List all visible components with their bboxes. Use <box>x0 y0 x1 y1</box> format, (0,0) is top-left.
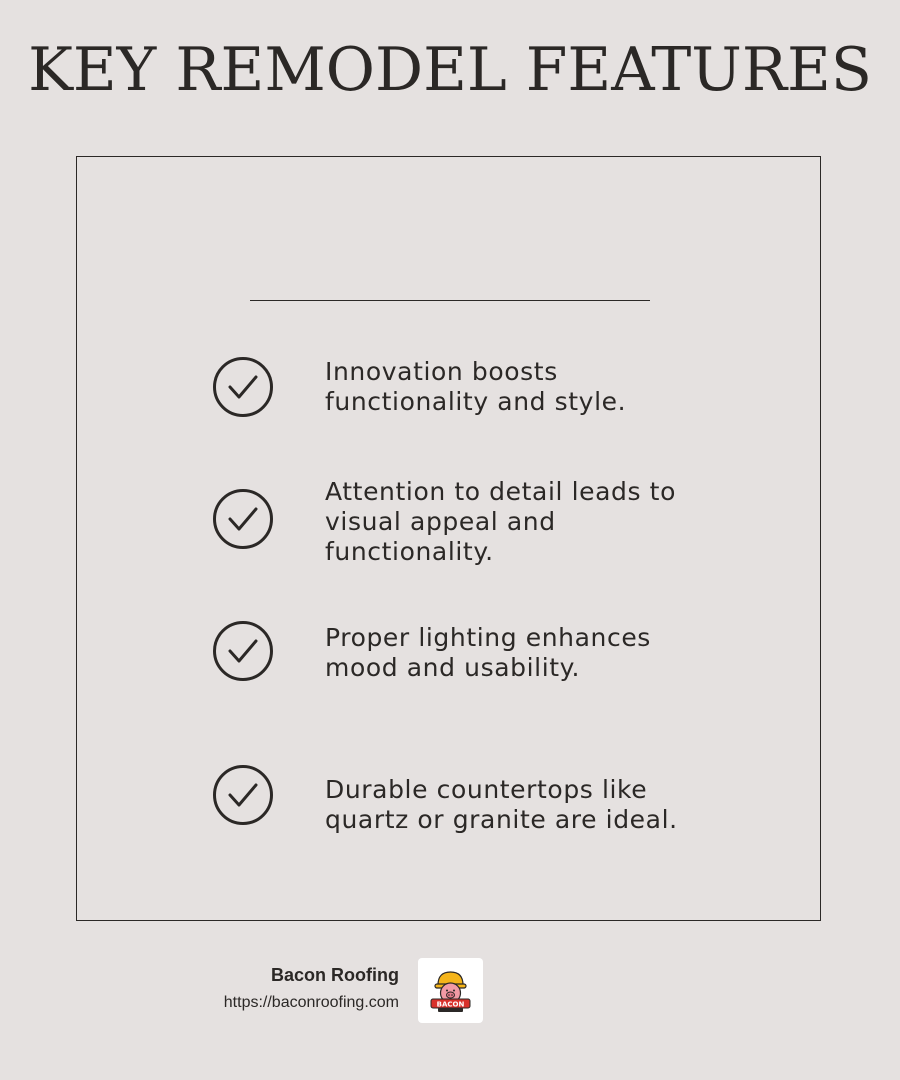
feature-line: Durable countertops like <box>325 775 648 804</box>
brand-url[interactable]: https://baconroofing.com <box>223 994 399 1011</box>
check-circle-icon <box>212 488 274 550</box>
feature-line: functionality and style. <box>325 387 627 416</box>
feature-line: quartz or granite are ideal. <box>325 805 678 834</box>
bacon-roofing-logo <box>418 958 483 1023</box>
feature-line: Attention to detail leads to <box>325 477 676 506</box>
feature-text <box>325 357 725 417</box>
brand-block <box>224 962 399 1014</box>
divider <box>250 300 650 301</box>
feature-line: functionality. <box>325 537 494 566</box>
feature-text <box>325 477 725 567</box>
feature-line: mood and usability. <box>325 653 581 682</box>
feature-line: Proper lighting enhances <box>325 623 651 652</box>
brand-name: Bacon Roofing <box>271 965 399 985</box>
feature-text <box>325 775 725 835</box>
bacon-roofing-logo-icon <box>426 966 475 1015</box>
check-circle-icon <box>212 620 274 682</box>
logo-text: BACON <box>436 1000 465 1009</box>
check-circle-icon <box>212 764 274 826</box>
feature-line: Innovation boosts <box>325 357 558 386</box>
feature-line: visual appeal and <box>325 507 556 536</box>
feature-text <box>325 623 725 683</box>
page-title: KEY REMODEL FEATURES <box>28 35 872 105</box>
check-circle-icon <box>212 356 274 418</box>
